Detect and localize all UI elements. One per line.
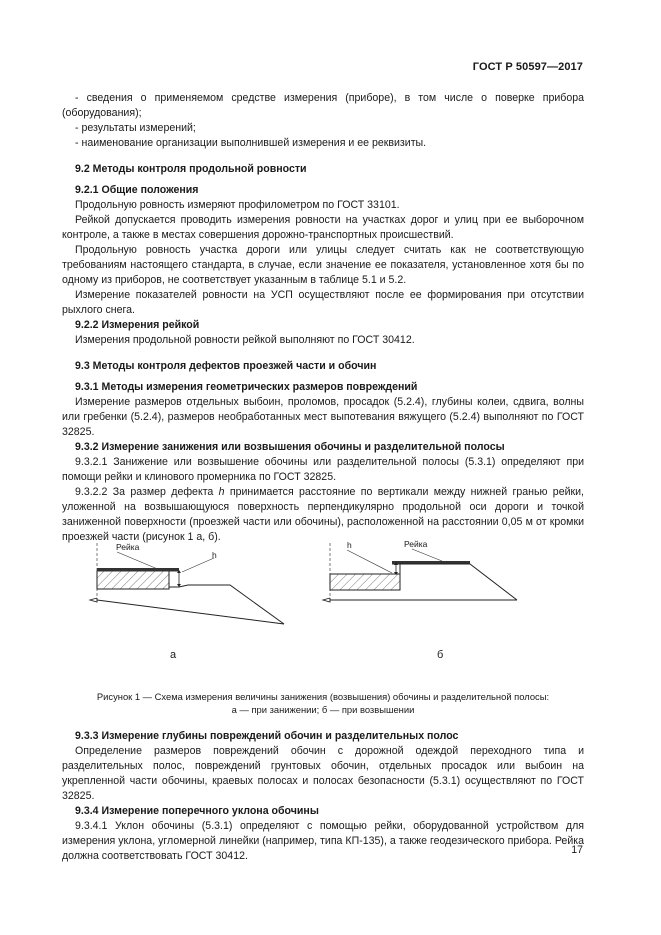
diagram-b xyxy=(323,539,517,602)
paragraph: Рейкой допускается проводить измерения ровности на участках дорог и улиц при ее выборочном контроле, а также в местах совершения дорожно-транспортных происшествий. xyxy=(62,214,584,241)
shoulder-block-b xyxy=(330,574,400,590)
paragraph: - сведения о применяемом средстве измерения (приборе), в том числе о поверке прибора (оборудования); xyxy=(62,92,584,119)
paragraph: Измерение показателей ровности на УСП осуществляют после ее формирования при отсутствии рыхлого снега. xyxy=(62,289,584,316)
rail-a xyxy=(97,568,179,572)
paragraph: 9.3.2.1 Занижение или возвышение обочины или разделительной полосы (5.3.1) определяют при помощи рейки и клинового промерника по ГОСТ 32825. xyxy=(62,456,584,483)
diagram-b-rail-label: Рейка xyxy=(404,539,428,549)
diagram-b-h-label: h xyxy=(347,540,352,550)
section-heading: 9.2.1 Общие положения xyxy=(75,184,199,196)
paragraph: 9.3.2.2 За размер дефекта h принимается расстояние по вертикали между нижней гранью рейки, уложенной на возвышающуюся поверхность перпендикулярно продольной оси дороги и точкой заниженной поверхности (проезжей части или обочины), расположенной на расстоянии 0,05 м от кромки проезжей части (рисунок 1 а, б). xyxy=(62,486,584,543)
diagram-a-rail-label: Рейка xyxy=(116,542,140,552)
section-heading: 9.3 Методы контроля дефектов проезжей части и обочин xyxy=(75,360,377,372)
document-code-header: ГОСТ Р 50597—2017 xyxy=(472,61,583,73)
diagram-a-h-label: h xyxy=(212,550,217,560)
page-number: 17 xyxy=(571,844,583,856)
subfigure-a-label: а xyxy=(170,649,177,661)
paragraph: 9.3.4.1 Уклон обочины (5.3.1) определяют с помощью рейки, оборудованной устройством для измерения уклона, угломерной линейки (например, типа КП-135), а также геодезического прибора. Рейка должна соответствовать ГОСТ 30412. xyxy=(62,820,584,862)
body-text-section-2 xyxy=(62,729,584,864)
figure-caption xyxy=(62,690,584,716)
figure-1-diagram xyxy=(62,528,584,668)
section-heading: 9.3.1 Методы измерения геометрических размеров повреждений xyxy=(75,381,418,393)
figure-1 xyxy=(62,528,584,668)
diagram-a xyxy=(90,542,284,624)
figure-caption-line-1: Рисунок 1 — Схема измерения величины занижения (возвышения) обочины и разделительной полосы: xyxy=(96,691,550,702)
paragraph: Определение размеров повреждений обочин с дорожной одеждой переходного типа и разделительных полос, повреждений грунтовых обочин, отдельных просадок или выбоин на укрепленной части обочины, краевых полосах и полосах безопасности (5.3.1) осуществляют по ГОСТ 32825. xyxy=(62,745,584,802)
section-heading: 9.3.3 Измерение глубины повреждений обочин и разделительных полос xyxy=(75,730,459,742)
paragraph: Продольную ровность участка дороги или улицы следует считать как не соответствующую требованиям настоящего стандарта, в случае, если значение ее показателя, установленное хотя бы по одному из приборов, не соответствует указанным в таблице 5.1 и 5.2. xyxy=(62,244,584,286)
body-text-section-1 xyxy=(62,91,584,545)
paragraph: - наименование организации выполнившей измерения и ее реквизиты. xyxy=(75,137,427,149)
shoulder-block-a xyxy=(97,571,169,589)
paragraph: Продольную ровность измеряют профилометром по ГОСТ 33101. xyxy=(75,199,400,211)
figure-caption-line-2: а — при занижении; б — при возвышении xyxy=(231,704,415,715)
section-heading: 9.2.2 Измерения рейкой xyxy=(75,319,200,331)
section-heading: 9.2 Методы контроля продольной ровности xyxy=(75,163,307,175)
paragraph: Измерения продольной ровности рейкой выполняют по ГОСТ 30412. xyxy=(75,334,415,346)
paragraph: Измерение размеров отдельных выбоин, проломов, просадок (5.2.4), глубины колеи, сдвига, волны или гребенки (5.2.4), размеров необработанных мест выпотевания вяжущего (5.2.4) выполняют по ГОСТ 32825. xyxy=(62,396,584,438)
section-heading: 9.3.4 Измерение поперечного уклона обочины xyxy=(75,805,319,817)
section-heading: 9.3.2 Измерение занижения или возвышения обочины и разделительной полосы xyxy=(75,441,505,453)
paragraph: - результаты измерений; xyxy=(75,122,196,134)
subfigure-b-label: б xyxy=(437,649,444,661)
